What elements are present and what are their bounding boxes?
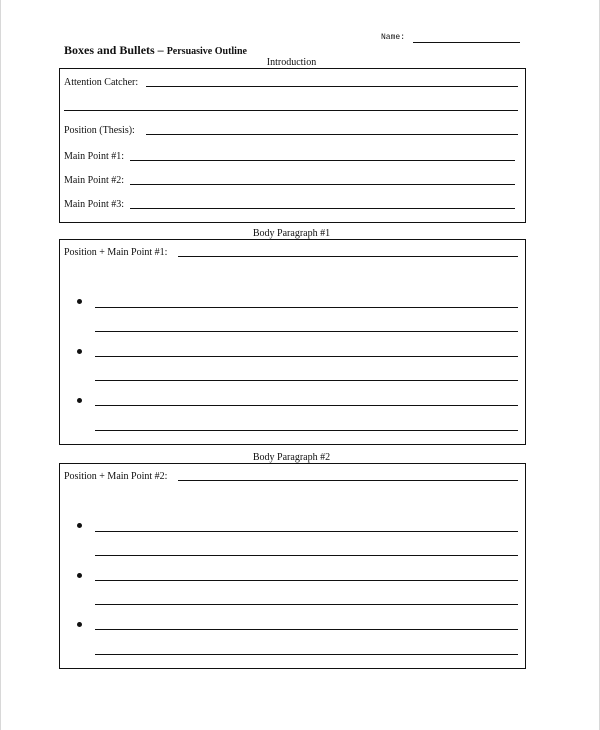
body2-bullet-1-line-2[interactable] xyxy=(95,555,518,556)
body-paragraph-1-box xyxy=(59,239,526,445)
name-label: Name: xyxy=(381,33,406,42)
main-point-3-line[interactable] xyxy=(130,208,515,209)
body1-bullet-1-line-2[interactable] xyxy=(95,331,518,332)
body-paragraph-1-heading: Body Paragraph #1 xyxy=(252,228,331,239)
body2-bullet-3-line-1[interactable] xyxy=(95,629,518,630)
bullet-point xyxy=(77,523,82,528)
main-point-3-label: Main Point #3: xyxy=(64,199,125,210)
body1-bullet-3-line-1[interactable] xyxy=(95,405,518,406)
body-paragraph-2-heading: Body Paragraph #2 xyxy=(252,452,331,463)
bullet-point xyxy=(77,622,82,627)
body2-bullet-3-line-2[interactable] xyxy=(95,654,518,655)
body1-bullet-2-line-1[interactable] xyxy=(95,356,518,357)
bullet-point xyxy=(77,573,82,578)
body1-bullet-3-line-2[interactable] xyxy=(95,430,518,431)
body2-position-label: Position + Main Point #2: xyxy=(64,471,168,482)
body1-position-label: Position + Main Point #1: xyxy=(64,247,168,258)
introduction-box xyxy=(59,68,526,223)
title-text: Boxes and Bullets – xyxy=(64,43,164,57)
body2-bullet-2-line-2[interactable] xyxy=(95,604,518,605)
name-field-line[interactable] xyxy=(413,42,520,43)
body2-bullet-1-line-1[interactable] xyxy=(95,531,518,532)
bullet-point xyxy=(77,349,82,354)
body1-bullet-1-line-1[interactable] xyxy=(95,307,518,308)
title-subtitle: Persuasive Outline xyxy=(166,46,247,57)
position-thesis-label: Position (Thesis): xyxy=(64,125,135,136)
body2-position-line[interactable] xyxy=(178,480,518,481)
attention-catcher-label: Attention Catcher: xyxy=(64,77,139,88)
body2-bullet-2-line-1[interactable] xyxy=(95,580,518,581)
attention-catcher-line-2[interactable] xyxy=(64,110,518,111)
main-point-2-line[interactable] xyxy=(130,184,515,185)
body1-position-line[interactable] xyxy=(178,256,518,257)
position-thesis-line[interactable] xyxy=(146,134,518,135)
bullet-point xyxy=(77,299,82,304)
body1-bullet-2-line-2[interactable] xyxy=(95,380,518,381)
attention-catcher-line-1[interactable] xyxy=(146,86,518,87)
worksheet-title xyxy=(64,43,247,58)
main-point-2-label: Main Point #2: xyxy=(64,175,125,186)
main-point-1-line[interactable] xyxy=(130,160,515,161)
bullet-point xyxy=(77,398,82,403)
introduction-heading: Introduction xyxy=(266,57,317,68)
main-point-1-label: Main Point #1: xyxy=(64,151,125,162)
body-paragraph-2-box xyxy=(59,463,526,669)
